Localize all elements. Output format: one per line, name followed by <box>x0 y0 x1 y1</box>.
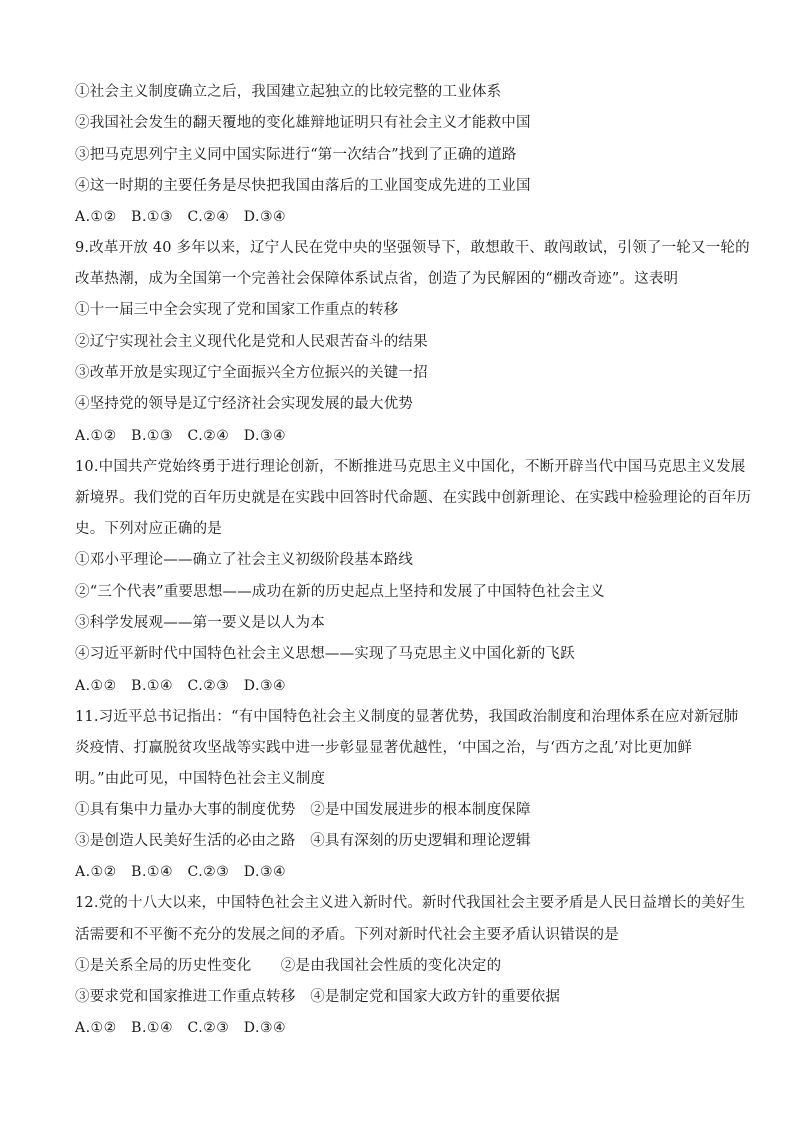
q12-options-3-4: ③要求党和国家推进工作重点转移 ④是制定党和国家大政方针的重要依据 <box>75 989 561 1005</box>
q10-option-2: ②“三个代表”重要思想——成功在新的历史起点上坚持和发展了中国特色社会主义 <box>75 584 605 600</box>
q10-option-3: ③科学发展观——第一要义是以人为本 <box>75 615 325 631</box>
q9-option-4: ④坚持党的领导是辽宁经济社会实现发展的最大优势 <box>75 396 414 412</box>
q8-option-3: ③把马克思列宁主义同中国实际进行“第一次结合”找到了正确的道路 <box>75 147 517 163</box>
q12-stem-line-1: 12.党的十八大以来，中国特色社会主义进入新时代。新时代我国社会主要矛盾是人民日益增长的美好生 <box>75 895 746 911</box>
q10-stem-line-3: 史。下列对应正确的是 <box>75 521 222 537</box>
q9-stem-line-1: 9.改革开放 40 多年以来，辽宁人民在党中央的坚强领导下，敢想敢干、敢闯敢试，引领了一轮又一轮的 <box>75 240 750 256</box>
q11-stem-line-3: 明。”由此可见，中国特色社会主义制度 <box>75 771 326 787</box>
q9-option-2: ②辽宁实现社会主义现代化是党和人民艰苦奋斗的结果 <box>75 334 428 350</box>
q10-answer-choices: A.①② B.①④ C.②③ D.③④ <box>75 678 287 694</box>
q8-option-1: ①社会主义制度确立之后，我国建立起独立的比较完整的工业体系 <box>75 84 502 100</box>
q9-option-1: ①十一届三中全会实现了党和国家工作重点的转移 <box>75 302 399 318</box>
q8-option-4: ④这一时期的主要任务是尽快把我国由落后的工业国变成先进的工业国 <box>75 178 531 194</box>
q9-stem-line-2: 改革热潮，成为全国第一个完善社会保障体系试点省，创造了为民解困的“棚改奇迹”。这表明 <box>75 271 679 287</box>
q12-stem-line-2: 活需要和不平衡不充分的发展之间的矛盾。下列对新时代社会主要矛盾认识错误的是 <box>75 927 619 943</box>
q10-stem-line-2: 新境界。我们党的百年历史就是在实践中回答时代命题、在实践中创新理论、在实践中检验理论的百年历 <box>75 490 752 506</box>
q10-stem-line-1: 10.中国共产党始终勇于进行理论创新，不断推进马克思主义中国化，不断开辟当代中国马克思主义发展 <box>75 459 746 475</box>
q8-answer-choices: A.①② B.①③ C.②④ D.③④ <box>75 209 287 225</box>
q12-answer-choices: A.①② B.①④ C.②③ D.③④ <box>75 1020 287 1036</box>
q11-answer-choices: A.①② B.①④ C.②③ D.③④ <box>75 864 287 880</box>
q9-answer-choices: A.①② B.①③ C.②④ D.③④ <box>75 428 287 444</box>
q11-stem-line-1: 11.习近平总书记指出：“有中国特色社会主义制度的显著优势，我国政治制度和治理体系在应对新冠肺 <box>75 709 739 725</box>
q11-stem-line-2: 炎疫情、打赢脱贫攻坚战等实践中进一步彰显显著优越性，‘中国之治，与‘西方之乱’对比更加鲜 <box>75 740 693 756</box>
q10-option-4: ④习近平新时代中国特色社会主义思想——实现了马克思主义中国化新的飞跃 <box>75 646 575 662</box>
q10-option-1: ①邓小平理论——确立了社会主义初级阶段基本路线 <box>75 552 414 568</box>
q9-option-3: ③改革开放是实现辽宁全面振兴全方位振兴的关键一招 <box>75 365 428 381</box>
q11-options-1-2: ①具有集中力量办大事的制度优势 ②是中国发展进步的根本制度保障 <box>75 802 531 818</box>
q12-options-1-2: ①是关系全局的历史性变化 ②是由我国社会性质的变化决定的 <box>75 958 502 974</box>
q8-option-2: ②我国社会发生的翻天覆地的变化雄辩地证明只有社会主义才能救中国 <box>75 115 531 131</box>
q11-options-3-4: ③是创造人民美好生活的必由之路 ④具有深刻的历史逻辑和理论逻辑 <box>75 833 531 849</box>
